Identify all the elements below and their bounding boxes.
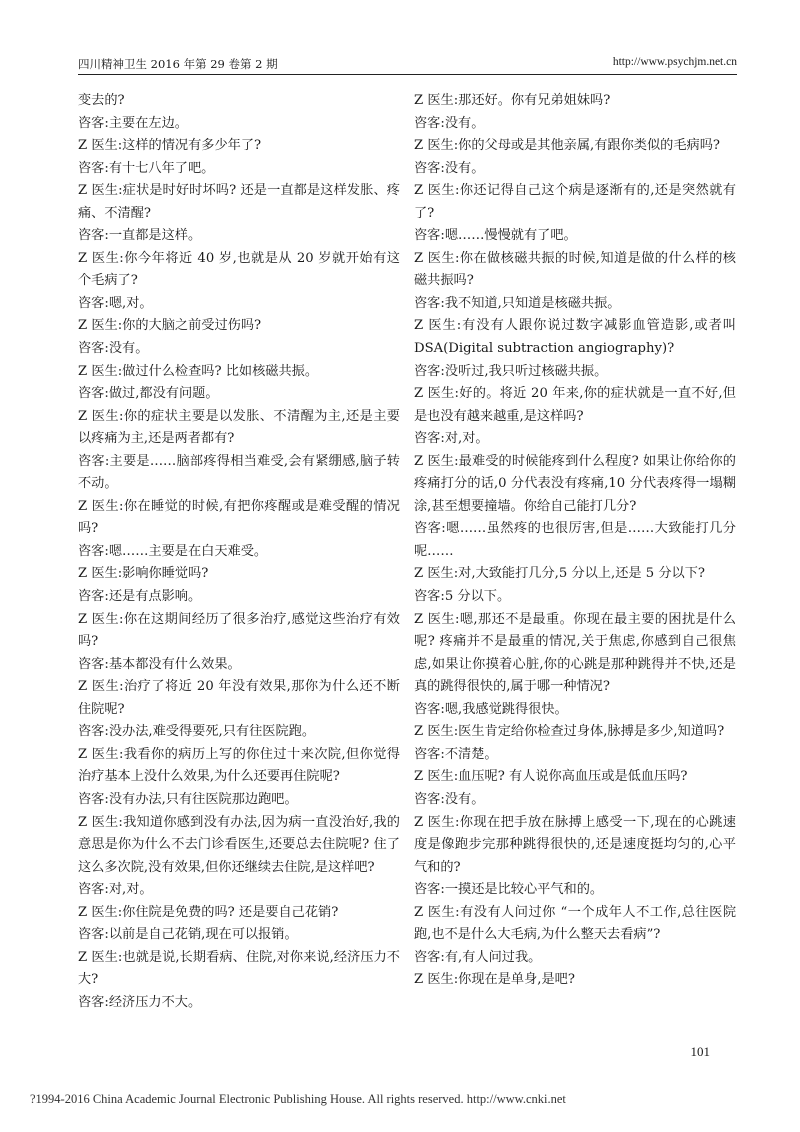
dialogue-paragraph: 咨客:没听过,我只听过核磁共振。 [414,363,608,379]
dialogue-paragraph: Z 医生:你现在是单身,是吧? [414,972,575,988]
dialogue-paragraph: Z 医生:做过什么检查吗? 比如核磁共振。 [78,363,319,379]
journal-url: http://www.psychjm.net.cn [612,56,737,68]
running-header [78,52,737,75]
dialogue-paragraph: Z 医生:你还记得自己这个病是逐渐有的,还是突然就有了? [414,183,736,221]
dialogue-paragraph: Z 医生:这样的情况有多少年了? [78,138,262,154]
left-column [78,90,400,1014]
dialogue-paragraph: 咨客:一直都是这样。 [78,228,202,244]
dialogue-paragraph: Z 医生:你现在把手放在脉搏上感受一下,现在的心跳速度是像跑步完那种跳得很快的,还是速度挺均匀的,心平气和的? [414,814,736,875]
dialogue-paragraph: 咨客:有,有人问过我。 [414,949,542,965]
dialogue-paragraph: 变去的? [78,93,125,108]
dialogue-paragraph: Z 医生:你在这期间经历了很多治疗,感觉这些治疗有效吗? [78,611,400,650]
dialogue-paragraph: Z 医生:有没有人问过你 “一个成年人不工作,总往医院跑,也不是什么大毛病,为什么整天去看病”? [414,904,736,943]
dialogue-paragraph: 咨客:还是有点影响。 [78,589,202,605]
dialogue-paragraph: Z 医生:我看你的病历上写的你住过十来次院,但你觉得治疗基本上没什么效果,为什么还要再住院呢? [78,746,400,785]
dialogue-paragraph: Z 医生:对,大致能打几分,5 分以上,还是 5 分以下? [414,566,705,582]
dialogue-paragraph: Z 医生:你今年将近 40 岁,也就是从 20 岁就开始有这个毛病了? [78,250,400,289]
dialogue-paragraph: 咨客:我不知道,只知道是核磁共振。 [414,295,621,311]
journal-issue: 四川精神卫生 2016 年第 29 卷第 2 期 [78,57,278,71]
dialogue-paragraph: Z 医生:那还好。你有兄弟姐妹吗? [414,93,611,108]
page-number: 101 [690,1044,710,1059]
dialogue-paragraph: Z 医生:症状是时好时坏吗? 还是一直都是这样发胀、疼痛、不清醒? [78,183,400,221]
dialogue-paragraph: 咨客:基本都没有什么效果。 [78,656,241,672]
dialogue-paragraph: 咨客:对,对。 [414,431,489,447]
dialogue-paragraph: Z 医生:你住院是免费的吗? 还是要自己花销? [78,904,339,920]
dialogue-paragraph: Z 医生:好的。将近 20 年来,你的症状就是一直不好,但是也没有越来越重,是这样吗? [414,386,736,424]
copyright-footer: ?1994-2016 China Academic Journal Electronic Publishing House. All rights reserved. http://www.cnki.net [30,1092,566,1106]
dialogue-paragraph: Z 医生:最难受的时候能疼到什么程度? 如果让你给你的疼痛打分的话,0 分代表没有疼痛,10 分代表疼得一塌糊涂,甚至想要撞墙。你给自己能打几分? [414,453,736,514]
dialogue-paragraph: Z 医生:你在睡觉的时候,有把你疼醒或是难受醒的情况吗? [78,498,400,537]
dialogue-paragraph: Z 医生:我知道你感到没有办法,因为病一直没治好,我的意思是你为什么不去门诊看医生,还要总去住院呢? 住了这么多次院,没有效果,但你还继续去住院,是这样吧? [78,814,400,875]
dialogue-paragraph: Z 医生:影响你睡觉吗? [78,566,209,582]
dialogue-paragraph: Z 医生:你的大脑之前受过伤吗? [78,318,262,334]
dialogue-paragraph: 咨客:没有。 [414,115,485,131]
dialogue-paragraph: 咨客:没有。 [414,160,485,176]
dialogue-paragraph: 咨客:嗯……慢慢就有了吧。 [414,228,577,244]
dialogue-paragraph: 咨客:没有。 [78,341,149,357]
dialogue-paragraph: 咨客:5 分以下。 [414,589,511,605]
dialogue-paragraph: 咨客:没有办法,只有往医院那边跑吧。 [78,791,298,807]
dialogue-paragraph: Z 医生:你的症状主要是以发胀、不清醒为主,还是主要以疼痛为主,还是两者都有? [78,408,400,447]
dialogue-paragraph: 咨客:做过,都没有问题。 [78,386,219,402]
dialogue-paragraph: 咨客:主要是……脑部疼得相当难受,会有紧绷感,脑子转不动。 [78,453,400,492]
dialogue-paragraph: Z 医生:医生肯定给你检查过身体,脉搏是多少,知道吗? [414,724,725,740]
dialogue-paragraph: 咨客:嗯……主要是在白天难受。 [78,543,268,559]
dialogue-paragraph: Z 医生:治疗了将近 20 年没有效果,那你为什么还不断住院呢? [78,679,400,717]
dialogue-paragraph: 咨客:没办法,难受得要死,只有往医院跑。 [78,724,316,740]
dialogue-paragraph: 咨客:以前是自己花销,现在可以报销。 [78,927,298,943]
dialogue-paragraph: 咨客:没有。 [414,791,485,807]
dialogue-paragraph: 咨客:经济压力不大。 [78,994,202,1010]
dialogue-paragraph: Z 医生:你在做核磁共振的时候,知道是做的什么样的核磁共振吗? [414,250,736,289]
dialogue-paragraph: 咨客:不清楚。 [414,746,498,762]
dialogue-paragraph: 咨客:嗯,对。 [78,295,153,311]
dialogue-paragraph: 咨客:有十七八年了吧。 [78,160,215,176]
dialogue-paragraph: Z 医生:也就是说,长期看病、住院,对你来说,经济压力不大? [78,949,400,988]
dialogue-paragraph: 咨客:对,对。 [78,882,153,898]
dialogue-paragraph: Z 医生:嗯,那还不是最重。你现在最主要的困扰是什么呢? 疼痛并不是最重的情况,关于焦虑,你感到自己很焦虑,如果让你摸着心脏,你的心跳是那种跳得并不快,还是真的跳得很快的,属于哪一种情况? [414,611,736,695]
dialogue-paragraph: 咨客:嗯,我感觉跳得很快。 [414,701,568,717]
dialogue-paragraph: Z 医生:血压呢? 有人说你高血压或是低血压吗? [414,769,688,785]
right-column [414,90,736,992]
dialogue-paragraph: Z 医生:有没有人跟你说过数字减影血管造影,或者叫 DSA(Digital subtraction angiography)? [414,318,736,357]
dialogue-paragraph: 咨客:一摸还是比较心平气和的。 [414,882,604,898]
dialogue-paragraph: 咨客:主要在左边。 [78,115,188,131]
dialogue-paragraph: Z 医生:你的父母或是其他亲属,有跟你类似的毛病吗? [414,138,720,154]
dialogue-paragraph: 咨客:嗯……虽然疼的也很厉害,但是……大致能打几分呢…… [414,521,736,559]
